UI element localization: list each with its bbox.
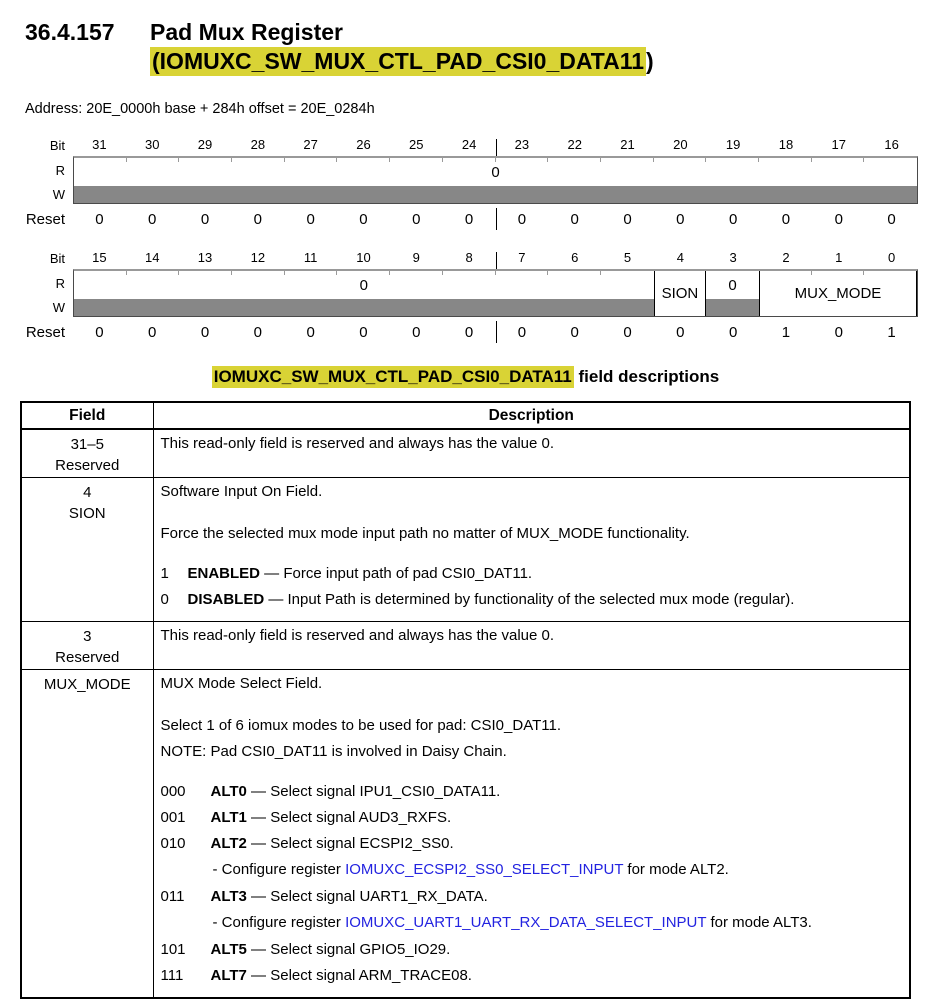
reset-bit-value: 0 (148, 324, 157, 341)
reset-bit-value: 0 (728, 324, 738, 341)
value-option-line (161, 941, 902, 959)
byte-divider-line (496, 208, 497, 230)
configure-note-line (213, 914, 902, 932)
bit-boundary-tick (231, 269, 232, 275)
byte-divider-line (496, 252, 497, 269)
reset-bit-value: 0 (728, 211, 738, 228)
write-row-label: W (52, 187, 65, 202)
value-option-line (161, 591, 902, 609)
option-code: 0 (160, 591, 169, 608)
byte-divider-line (496, 139, 497, 156)
reset-bit-value: 0 (306, 324, 315, 341)
manual-page (0, 18, 931, 999)
option-name: ALT2 (210, 835, 247, 852)
option-name: ALT0 (210, 783, 247, 800)
bit-boundary-tick (600, 269, 601, 275)
bit-column-label: 16 (884, 137, 899, 152)
configure-note-prefix: - Configure register (212, 914, 346, 931)
reset-bit-value: 0 (517, 211, 527, 228)
reset-bit-value: 0 (148, 211, 157, 228)
register-name-suffix: ) (646, 48, 654, 74)
reset-bit-value: 0 (834, 211, 843, 228)
bit-boundary-tick (336, 269, 337, 275)
description-paragraph: NOTE: Pad CSI0_DAT11 is involved in Daisy Chain. (160, 743, 507, 760)
bit-column-label: 24 (461, 137, 477, 152)
write-band (74, 299, 654, 316)
reset-bit-value: 0 (570, 324, 579, 341)
bit-column-label: 4 (676, 250, 684, 265)
reset-bit-value: 0 (412, 211, 421, 228)
table-header-row (21, 402, 910, 429)
field-cell (21, 622, 153, 670)
option-code: 1 (160, 565, 169, 582)
reset-row-label: Reset (25, 211, 65, 228)
table-row (21, 622, 910, 670)
page-title-line2 (150, 47, 654, 76)
option-text: — Select signal AUD3_RXFS. (246, 809, 452, 826)
caption-register-name-highlight: IOMUXC_SW_MUX_CTL_PAD_CSI0_DATA11 (213, 367, 572, 386)
bit-column-label: 31 (92, 137, 107, 152)
register-diagram-high (0, 137, 931, 230)
bit-boundary-tick (284, 156, 285, 162)
field-cell (21, 478, 153, 622)
paragraph-spacer (161, 769, 902, 783)
register-name-highlight: (IOMUXC_SW_MUX_CTL_PAD_CSI0_DATA11 (152, 48, 645, 74)
description-cell (153, 622, 910, 670)
read-row-label: R (55, 163, 65, 178)
value-option-line (161, 565, 902, 583)
bit-boundary-tick (442, 156, 443, 162)
bit-row-label: Bit (49, 251, 65, 266)
description-paragraph: Select 1 of 6 iomux modes to be used for pad: CSI0_DAT11. (160, 717, 561, 734)
reset-bit-value: 0 (412, 324, 421, 341)
bit-column-label: 2 (782, 250, 790, 265)
write-band (706, 299, 759, 316)
bit-boundary-tick (495, 156, 496, 162)
option-name: DISABLED (187, 591, 265, 608)
bit-boundary-tick (126, 156, 127, 162)
reset-bit-value: 1 (887, 324, 896, 341)
bit-boundary-tick (653, 156, 654, 162)
named-field-cell-mux_mode: MUX_MODE (759, 271, 917, 316)
field-label-line: 3 (83, 628, 92, 645)
bit-number-row (0, 137, 931, 153)
reset-bit-value: 0 (834, 324, 843, 341)
bit-column-label: 19 (725, 137, 741, 152)
configure-note-prefix: - Configure register (212, 861, 346, 878)
bit-boundary-tick (495, 269, 496, 275)
bit-column-label: 7 (518, 250, 526, 265)
bit-column-label: 1 (835, 250, 843, 265)
configure-note-line (213, 861, 902, 879)
reset-bit-value: 0 (887, 211, 896, 228)
field-label-line: 4 (83, 484, 92, 501)
read-row-label: R (55, 276, 65, 291)
bit-boundary-tick (336, 156, 337, 162)
bit-column-label: 10 (356, 250, 371, 265)
option-text: — Force input path of pad CSI0_DAT11. (260, 565, 533, 582)
read-value: 0 (706, 271, 759, 299)
reset-bit-value: 0 (359, 211, 368, 228)
reserved-field-cell (706, 271, 759, 316)
reset-bit-value: 0 (623, 324, 632, 341)
column-header-description: Description (153, 402, 910, 429)
reset-bit-value: 0 (200, 324, 210, 341)
bit-column-label: 23 (514, 137, 530, 152)
bit-column-label: 3 (729, 250, 737, 265)
option-name: ENABLED (187, 565, 261, 582)
bit-column-label: 5 (623, 250, 632, 265)
option-code: 111 (160, 967, 184, 984)
value-option-line (161, 888, 902, 906)
bit-column-label: 29 (197, 137, 213, 152)
reset-value-grid (73, 323, 918, 343)
reset-bit-value: 0 (676, 211, 685, 228)
write-row-label: W (52, 300, 65, 315)
reset-bit-value: 0 (517, 324, 527, 341)
reset-bit-value: 0 (200, 211, 210, 228)
description-cell (153, 429, 910, 478)
field-table-caption (20, 367, 911, 387)
bit-column-label: 14 (144, 250, 160, 265)
register-diagram-low (0, 250, 931, 343)
reset-bit-value: 0 (781, 211, 791, 228)
value-option-line (161, 809, 902, 827)
bit-column-label: 12 (250, 250, 266, 265)
table-row (21, 478, 910, 622)
bit-boundary-tick (442, 269, 443, 275)
bit-boundary-tick (600, 156, 601, 162)
description-paragraph: This read-only field is reserved and always has the value 0. (160, 627, 555, 644)
configure-note-suffix: for mode ALT3. (706, 914, 812, 931)
field-label-line: 31–5 (70, 436, 104, 453)
register-link[interactable]: IOMUXC_UART1_UART_RX_DATA_SELECT_INPUT (345, 914, 707, 931)
reset-bit-value: 0 (359, 324, 368, 341)
register-bit-diagrams (0, 137, 931, 343)
bit-boundary-tick (178, 269, 179, 275)
reset-bit-value: 1 (781, 324, 791, 341)
bit-row-label: Bit (49, 138, 65, 153)
bit-column-label: 18 (778, 137, 794, 152)
rw-row-labels (0, 269, 73, 317)
bit-column-label: 8 (465, 250, 473, 265)
option-text: — Select signal IPU1_CSI0_DATA11. (246, 783, 501, 800)
bit-boundary-tick (811, 156, 812, 162)
option-name: ALT5 (210, 941, 247, 958)
bit-boundary-tick (705, 156, 706, 162)
option-code: 101 (160, 941, 186, 958)
reset-value-grid (73, 210, 918, 230)
bit-boundary-tick (547, 156, 548, 162)
reset-bit-value: 0 (253, 324, 263, 341)
bit-boundary-tick (547, 269, 548, 275)
section-heading (25, 18, 931, 76)
bit-column-label: 20 (673, 137, 688, 152)
bit-column-label: 11 (303, 250, 318, 265)
bit-column-label: 27 (303, 137, 318, 152)
reset-bit-value: 0 (623, 211, 632, 228)
value-option-line (161, 783, 902, 801)
description-cell (153, 478, 910, 622)
address-line: Address: 20E_0000h base + 284h offset = 20E_0284h (25, 101, 375, 117)
field-descriptions-table (20, 401, 911, 999)
register-link[interactable]: IOMUXC_ECSPI2_SS0_SELECT_INPUT (345, 861, 624, 878)
reset-bit-value: 0 (95, 211, 104, 228)
named-field-cell-sion: SION (654, 271, 707, 316)
bit-column-label: 22 (567, 137, 582, 152)
description-paragraph: Software Input On Field. (160, 483, 323, 500)
field-label-line: MUX_MODE (43, 676, 131, 693)
bit-boundary-tick (389, 269, 390, 275)
bit-column-label: 0 (887, 250, 896, 265)
option-code: 011 (160, 888, 185, 905)
bit-column-label: 13 (197, 250, 213, 265)
option-name: ALT1 (210, 809, 247, 826)
option-text: — Select signal ECSPI2_SS0. (246, 835, 454, 852)
option-text: — Input Path is determined by functionality of the selected mux mode (regular). (264, 591, 795, 608)
value-option-line (161, 967, 902, 985)
write-band (74, 186, 917, 203)
bit-boundary-tick (284, 269, 285, 275)
register-field-box (73, 269, 918, 317)
option-code: 001 (160, 809, 186, 826)
bit-column-label: 25 (409, 137, 424, 152)
bit-boundary-tick (863, 156, 864, 162)
reset-bit-value: 0 (306, 211, 315, 228)
reset-value-row (0, 323, 931, 343)
description-paragraph: MUX Mode Select Field. (160, 675, 323, 692)
read-value: 0 (74, 271, 654, 299)
reset-row-label: Reset (25, 324, 65, 341)
reset-bit-value: 0 (253, 211, 263, 228)
page-title-line1: Pad Mux Register (150, 19, 343, 45)
paragraph-spacer (161, 701, 902, 715)
option-name: ALT7 (210, 967, 247, 984)
section-number: 36.4.157 (25, 19, 115, 45)
bit-number-row (0, 250, 931, 266)
field-label-line: Reserved (55, 649, 120, 666)
reserved-field-cell (74, 271, 654, 316)
register-field-box (73, 156, 918, 204)
reserved-field-cell (74, 158, 917, 203)
option-code: 010 (160, 835, 186, 852)
bit-column-label: 21 (620, 137, 635, 152)
column-header-field: Field (21, 402, 153, 429)
reset-bit-value: 0 (95, 324, 104, 341)
section-title (150, 18, 654, 76)
bit-column-label: 28 (250, 137, 266, 152)
option-code: 000 (160, 783, 186, 800)
register-box-row (0, 156, 931, 204)
register-box-row (0, 269, 931, 317)
bit-number-grid (73, 250, 918, 266)
bit-column-label: 17 (831, 137, 847, 152)
bit-column-label: 6 (571, 250, 579, 265)
field-cell (21, 429, 153, 478)
bit-column-label: 15 (92, 250, 107, 265)
description-paragraph: This read-only field is reserved and always has the value 0. (160, 435, 555, 452)
bit-column-label: 30 (144, 137, 160, 152)
byte-divider-line (496, 321, 497, 343)
field-label-line: SION (68, 505, 106, 522)
paragraph-spacer (161, 551, 902, 565)
reset-bit-value: 0 (570, 211, 579, 228)
bit-boundary-tick (231, 156, 232, 162)
description-paragraph: Force the selected mux mode input path no matter of MUX_MODE functionality. (160, 525, 690, 542)
reset-bit-value: 0 (676, 324, 685, 341)
caption-suffix: field descriptions (573, 367, 720, 386)
option-name: ALT3 (210, 888, 247, 905)
configure-note-suffix: for mode ALT2. (623, 861, 729, 878)
reset-value-row (0, 210, 931, 230)
reset-bit-value: 0 (464, 324, 474, 341)
bit-boundary-tick (389, 156, 390, 162)
table-row (21, 429, 910, 478)
bit-column-label: 9 (412, 250, 420, 265)
read-value: 0 (74, 158, 917, 186)
option-text: — Select signal UART1_RX_DATA. (246, 888, 488, 905)
reset-bit-value: 0 (464, 211, 474, 228)
bit-boundary-tick (178, 156, 179, 162)
value-option-line (161, 835, 902, 853)
bit-number-grid (73, 137, 918, 153)
bit-boundary-tick (863, 269, 864, 275)
bit-column-label: 26 (356, 137, 371, 152)
bit-boundary-tick (126, 269, 127, 275)
paragraph-spacer (161, 509, 902, 523)
field-label-line: Reserved (55, 457, 120, 474)
option-text: — Select signal ARM_TRACE08. (246, 967, 472, 984)
rw-row-labels (0, 156, 73, 204)
option-text: — Select signal GPIO5_IO29. (246, 941, 451, 958)
bit-boundary-tick (811, 269, 812, 275)
bit-boundary-tick (758, 156, 759, 162)
